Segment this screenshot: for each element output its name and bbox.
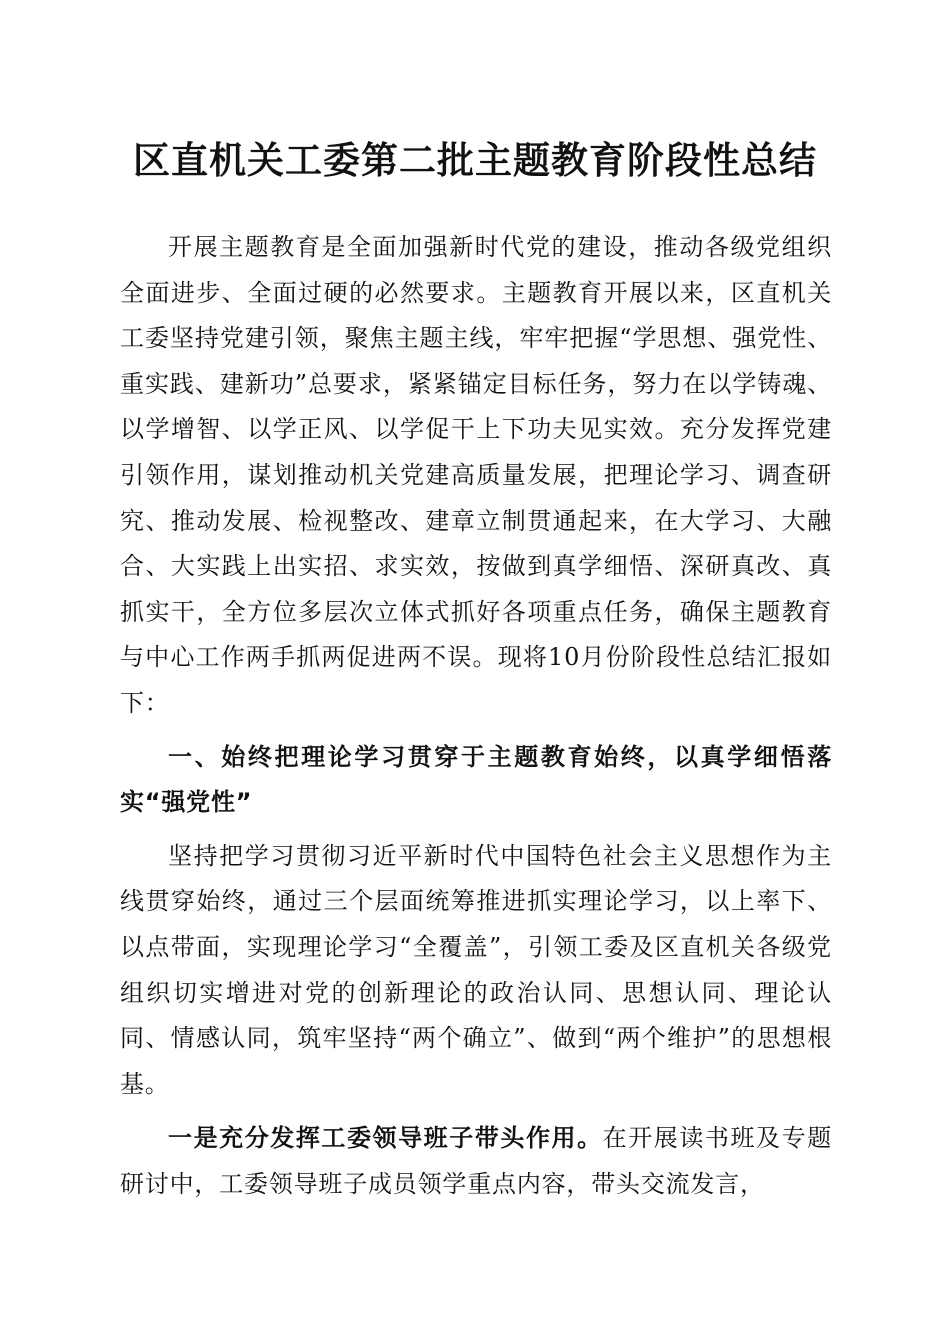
document-title: 区直机关工委第二批主题教育阶段性总结 [133, 138, 817, 182]
document-body [120, 225, 832, 1207]
point-1-lead: 一是充分发挥工委领导班子带头作用。 [168, 1123, 603, 1153]
point-1-text: 在开展读书班及专题研讨中，工委领导班子成员领学重点内容，带头交流发言， [120, 1124, 832, 1198]
point-1-paragraph [120, 1115, 832, 1207]
intro-paragraph: 开展主题教育是全面加强新时代党的建设，推动各级党组织全面进步、全面过硬的必然要求。主题教育开展以来，区直机关工委坚持党建引领，聚焦主题主线，牢牢把握“学思想、强党性、重实践、建新功”总要求，紧紧锚定目标任务，努力在以学铸魂、以学增智、以学正风、以学促干上下功夫见实效。充分发挥党建引领作用，谋划推动机关党建高质量发展，把理论学习、调查研究、推动发展、检视整改、建章立制贯通起来，在大学习、大融合、大实践上出实招、求实效，按做到真学细悟、深研真改、真抓实干，全方位多层次立体式抓好各项重点任务，确保主题教育与中心工作两手抓两促进两不误。现将10月份阶段性总结汇报如下： [120, 233, 832, 717]
section-heading-1: 一、始终把理论学习贯穿于主题教育始终，以真学细悟落实“强党性” [120, 742, 832, 817]
section-1-paragraph: 坚持把学习贯彻习近平新时代中国特色社会主义思想作为主线贯穿始终，通过三个层面统筹推进抓实理论学习，以上率下、以点带面，实现理论学习“全覆盖”，引领工委及区直机关各级党组织切实增进对党的创新理论的政治认同、思想认同、理论认同、情感认同，筑牢坚持“两个确立”、做到“两个维护”的思想根基。 [120, 841, 832, 1098]
